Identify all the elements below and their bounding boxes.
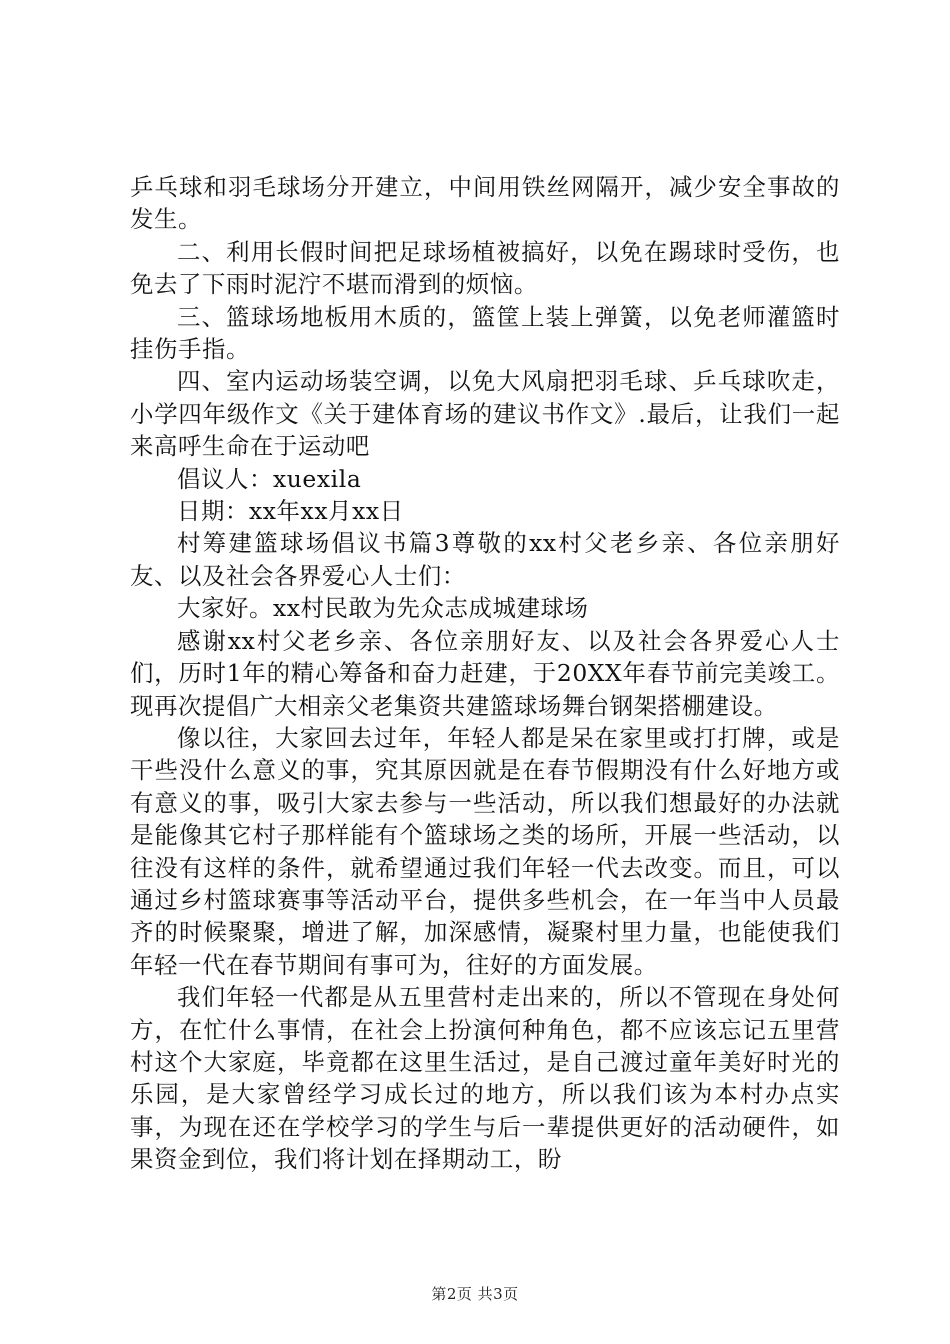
paragraph-2: 二、利用长假时间把足球场植被搞好，以免在踢球时受伤，也免去了下雨时泥泞不堪而滑到的烦恼。: [130, 237, 840, 299]
paragraph-1: 乒乓球和羽毛球场分开建立，中间用铁丝网隔开，减少安全事故的发生。: [130, 173, 840, 234]
document-body: [130, 171, 840, 1176]
paragraph-10: 像以往，大家回去过年，年轻人都是呆在家里或打打牌，或是干些没什么意义的事，究其原因就是在春节假期没有什么好地方或有意义的事，吸引大家去参与一些活动，所以我们想最好的办法就是能像其它村子那样能有个篮球场之类的场所，开展一些活动，以往没有这样的条件，就希望通过我们年轻一代去改变。而且，可以通过乡村篮球赛事等活动平台，提供多些机会，在一年当中人员最齐的时候聚聚，增进了解，加深感情，凝聚村里力量，也能使我们年轻一代在春节期间有事可为，往好的方面发展。: [130, 723, 840, 979]
paragraph-4: 四、室内运动场装空调，以免大风扇把羽毛球、乒乓球吹走，小学四年级作文《关于建体育场的建议书作文》.最后，让我们一起来高呼生命在于运动吧: [130, 367, 840, 461]
paragraph-9: 感谢xx村父老乡亲、各位亲朋好友、以及社会各界爱心人士们，历时1年的精心筹备和奋力赶建，于20XX年春节前完美竣工。现再次提倡广大相亲父老集资共建篮球场舞台钢架搭棚建设。: [130, 626, 840, 720]
date-line: 日期：xx年xx月xx日: [177, 497, 404, 526]
initiator-line: 倡议人：xuexila: [177, 464, 362, 493]
paragraph-3: 三、篮球场地板用木质的，篮筐上装上弹簧，以免老师灌篮时挂伤手指。: [130, 302, 840, 364]
page-number: 第2页 共3页: [431, 1285, 519, 1303]
greeting-line: 大家好。xx村民敢为先众志成城建球场: [177, 594, 589, 623]
paragraph-11: 我们年轻一代都是从五里营村走出来的，所以不管现在身处何方，在忙什么事情，在社会上扮演何种角色，都不应该忘记五里营村这个大家庭，毕竟都在这里生活过，是自己渡过童年美好时光的乐园，是大家曾经学习成长过的地方，所以我们该为本村办点实事，为现在还在学校学习的学生与后一辈提供更好的活动硬件，如果资金到位，我们将计划在择期动工，盼: [130, 983, 840, 1174]
paragraph-7: 村筹建篮球场倡议书篇3尊敬的xx村父老乡亲、各位亲朋好友、以及社会各界爱心人士们：: [130, 529, 840, 590]
